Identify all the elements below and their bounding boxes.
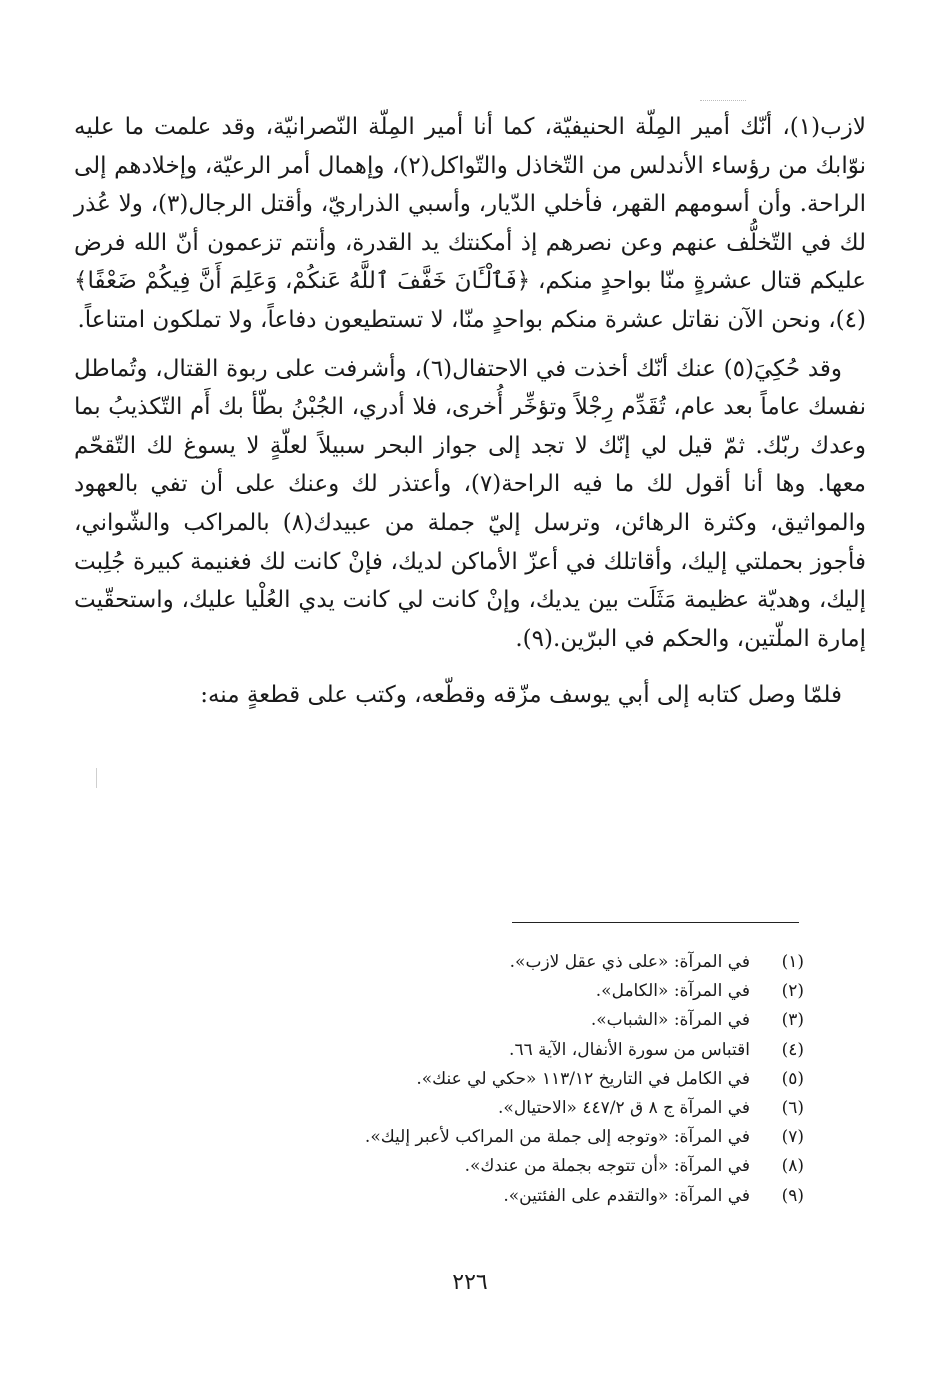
footnote <box>304 1182 804 1211</box>
footnote <box>304 977 804 1006</box>
footnote-number: (٢) <box>781 981 804 1002</box>
footnote-number: (٨) <box>781 1156 804 1177</box>
paragraph-1: لازب(١)، أنّك أمير المِلّة الحنيفيّة، كما أنا أمير المِلّة النّصرانيّة، وقد علمت ما عليه نوّابك من رؤساء الأندلس من التّخاذل والتّواكل(٢)، وإهمال أمر الرعيّة، وإخلادهم إلى الراحة. وأن أسومهم القهر، فأخلي الدّيار، وأسبي الذراريّ، وأقتل الرجال(٣)، ولا عُذر لك في التّخلُّف عنهم وعن نصرهم إذ أمكنتك يد القدرة، وأنتم تزعمون أنّ الله فرض عليكم قتال عشرةٍ منّا بواحدٍ منكم، ﴿فَٱلْـَٔانَ خَفَّفَ ٱللَّهُ عَنكُمْ، وَعَلِمَ أَنَّ فِيكُمْ ضَعْفًا﴾(٤)، ونحن الآن نقاتل عشرة منكم بواحدٍ منّا، لا تستطيعون دفاعاً، ولا تملكون امتناعاً. <box>74 114 866 333</box>
footnote-text: في المرآة ج ٨ ق ٤٤٧/٢ «الاحتيال». <box>498 1098 750 1119</box>
main-text <box>74 108 866 715</box>
footnote <box>304 1094 804 1123</box>
footnote-text: في المرآة: «على ذي عقل لازب». <box>509 952 750 972</box>
faint-mark <box>700 100 746 101</box>
margin-mark <box>96 768 97 788</box>
footnote <box>304 1065 804 1094</box>
footnote-number: (٧) <box>781 1127 804 1148</box>
footnote-text: في المرآة: «وتوجه إلى جملة من المراكب لأعبر إليك». <box>364 1127 750 1148</box>
footnote-number: (٣) <box>781 1010 804 1031</box>
footnote-number: (٥) <box>781 1068 804 1089</box>
footnote <box>304 1006 804 1035</box>
paragraph-2: وقد حُكِيَ(٥) عنك أنّك أخذت في الاحتفال(٦)، وأشرفت على ربوة القتال، وتُماطل نفسك عاماً بعد عام، تُقَدِّم رِجْلاً وتؤخِّر أُخرى، فلا أدري، الجُبْنُ بطّأ بك أَم التّكذيبُ بما وعدك ربّك. ثمّ قيل لي إنّك لا تجد إلى جواز البحر سبيلاً لعلّةٍ لا يسوغ لك التّقحّم معها. وها أنا أقول لك ما فيه الراحة(٧)، وأعتذر لك وعنك على أن تفي بالعهود والمواثيق، وكثرة الرهائن، وترسل إليّ جملة من عبيدك(٨) بالمراكب والشّواني، فأجوز بحملتي إليك، وأقاتلك في أعزّ الأماكن لديك، فإنْ كانت لك فغنيمة كبيرة جُلِبت إليك، وهديّة عظيمة مَثَلَت بين يديك، وإنْ كانت لي كانت يدي العُلْيا عليك، واستحقّيت إمارة الملّتين، والحكم في البرّين.(٩). <box>74 355 866 652</box>
footnotes-list <box>304 948 804 1211</box>
paragraph-3: فلمّا وصل كتابه إلى أبي يوسف مزّقه وقطّعه، وكتب على قطعةٍ منه: <box>200 682 842 709</box>
footnote-text: في المرآة: «والتقدم على الفئتين». <box>503 1185 750 1206</box>
page-number: ٢٢٦ <box>452 1270 488 1295</box>
footnote-number: (١) <box>781 952 804 972</box>
footnote <box>304 1152 804 1181</box>
footnote-text: في الكامل في التاريخ ١١٣/١٢ «حكي لي عنك». <box>416 1068 750 1089</box>
footnote-text: في المرآة: «أن تتوجه بجملة من عندك». <box>464 1156 750 1177</box>
footnote-number: (٤) <box>781 1039 804 1060</box>
footnote-text: في المرآة: «الشباب». <box>590 1010 750 1031</box>
footnote <box>304 1036 804 1065</box>
footnote-number: (٩) <box>781 1185 804 1206</box>
footnote-text: اقتباس من سورة الأنفال، الآية ٦٦. <box>509 1039 750 1060</box>
footnote-separator <box>512 922 799 923</box>
footnote <box>304 1123 804 1152</box>
footnote-number: (٦) <box>781 1098 804 1119</box>
footnote-text: في المرآة: «الكامل». <box>595 981 750 1002</box>
footnote <box>304 948 804 977</box>
